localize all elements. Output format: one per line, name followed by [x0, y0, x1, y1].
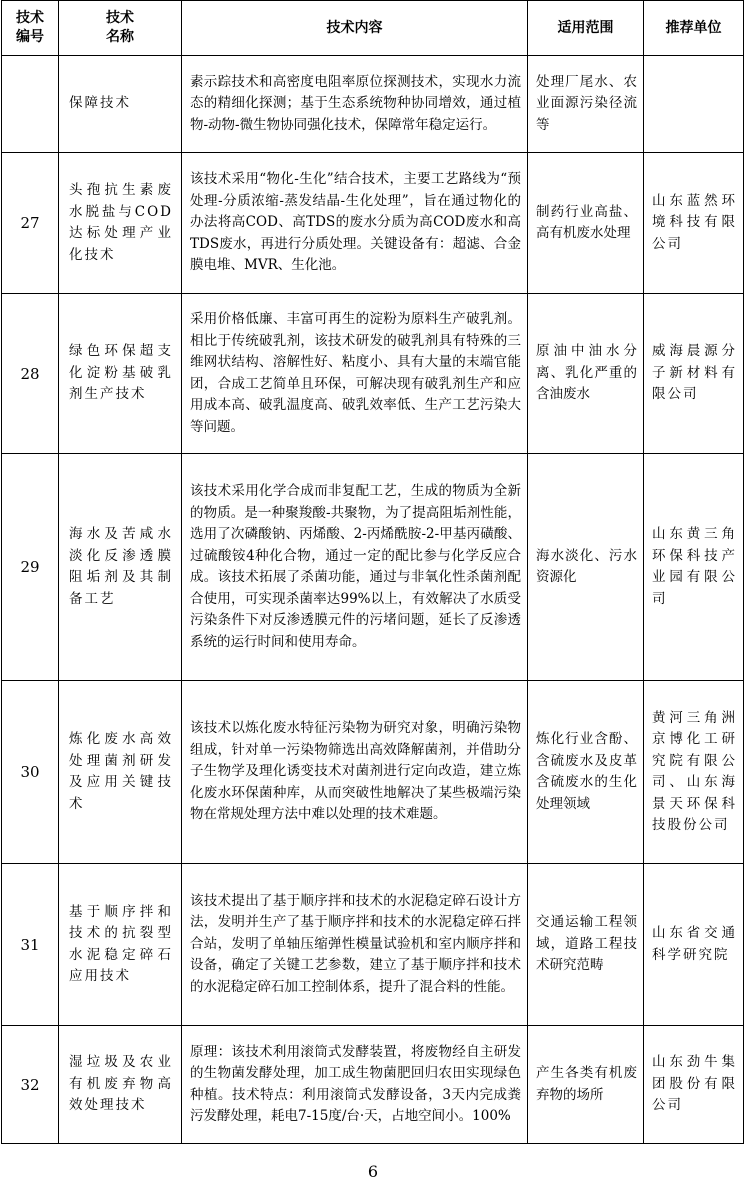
row-number: 28 [2, 294, 59, 454]
row-number: 29 [2, 454, 59, 681]
header-scope: 适用范围 [528, 1, 644, 56]
row-unit: 山东蓝然环境科技有限公司 [644, 153, 744, 294]
row-number: 27 [2, 153, 59, 294]
row-name: 海水及苦咸水淡化反渗透膜阻垢剂及其制备工艺 [59, 454, 182, 681]
header-number-line2: 编号 [16, 29, 44, 45]
technology-table [1, 0, 744, 1144]
row-content: 该技术提出了基于顺序拌和技术的水泥稳定碎石设计方法，发明并生产了基于顺序拌和技术的水泥稳定碎石拌合站，发明了单轴压缩弹性模量试验机和室内顺序拌和设备，确定了关键工艺参数，建立了基于顺序拌和技术的水泥稳定碎石加工控制体系，提升了混合料的性能。 [182, 864, 528, 1026]
row-unit: 山东省交通科学研究院 [644, 864, 744, 1026]
row-scope: 处理厂尾水、农业面源污染径流等 [528, 56, 644, 153]
row-scope: 炼化行业含酚、含硫废水及皮革含硫废水的生化处理领域 [528, 681, 644, 864]
row-content: 原理：该技术利用滚筒式发酵装置，将废物经自主研发的生物菌发酵处理，加工成生物菌肥回归农田实现绿色种植。技术特点：利用滚筒式发酵设备，3天内完成粪污发酵处理，耗电7-15度/台·天，占地空间小。100% [182, 1026, 528, 1144]
header-name-line2: 名称 [106, 29, 134, 45]
row-content: 该技术采用“物化-生化”结合技术，主要工艺路线为“预处理-分质浓缩-蒸发结晶-生化处理”，旨在通过物化的办法将高COD、高TDS的废水分质为高COD废水和高TDS废水，再进行分质处理。关键设备有：超滤、合金膜电堆、MVR、生化池。 [182, 153, 528, 294]
table-row [2, 864, 744, 1026]
header-unit: 推荐单位 [644, 1, 744, 56]
table-row [2, 153, 744, 294]
row-name: 保障技术 [59, 56, 182, 153]
row-scope: 交通运输工程领域，道路工程技术研究范畴 [528, 864, 644, 1026]
table-row [2, 1026, 744, 1144]
row-number [2, 56, 59, 153]
header-number [2, 1, 59, 56]
page-number: 6 [367, 1162, 379, 1181]
row-scope: 海水淡化、污水资源化 [528, 454, 644, 681]
row-name: 基于顺序拌和技术的抗裂型水泥稳定碎石应用技术 [59, 864, 182, 1026]
row-name: 炼化废水高效处理菌剂研发及应用关键技术 [59, 681, 182, 864]
row-name: 湿垃圾及农业有机废弃物高效处理技术 [59, 1026, 182, 1144]
row-content: 该技术以炼化废水特征污染物为研究对象，明确污染物组成，针对单一污染物筛选出高效降解菌剂，并借助分子生物学及理化诱变技术对菌剂进行定向改造，建立炼化废水环保菌种库，从而突破性地解决了某些极端污染物在常规处理方法中难以处理的技术难题。 [182, 681, 528, 864]
row-number: 30 [2, 681, 59, 864]
table-row [2, 681, 744, 864]
row-name: 头孢抗生素废水脱盐与COD达标处理产业化技术 [59, 153, 182, 294]
row-unit: 山东黄三角环保科技产业园有限公司 [644, 454, 744, 681]
row-name: 绿色环保超支化淀粉基破乳剂生产技术 [59, 294, 182, 454]
row-number: 32 [2, 1026, 59, 1144]
table-row [2, 454, 744, 681]
header-content: 技术内容 [182, 1, 528, 56]
row-number: 31 [2, 864, 59, 1026]
row-scope: 制药行业高盐、高有机废水处理 [528, 153, 644, 294]
header-number-line1: 技术 [16, 10, 44, 26]
table-row [2, 56, 744, 153]
header-name-line1: 技术 [106, 10, 134, 26]
row-unit [644, 56, 744, 153]
row-unit: 威海晨源分子新材料有限公司 [644, 294, 744, 454]
row-unit: 黄河三角洲京博化工研究院有限公司、山东海景天环保科技股份公司 [644, 681, 744, 864]
row-scope: 产生各类有机废弃物的场所 [528, 1026, 644, 1144]
row-unit: 山东劲牛集团股份有限公司 [644, 1026, 744, 1144]
table-row [2, 294, 744, 454]
header-row [2, 1, 744, 56]
row-scope: 原油中油水分离、乳化严重的含油废水 [528, 294, 644, 454]
row-content: 采用价格低廉、丰富可再生的淀粉为原料生产破乳剂。相比于传统破乳剂，该技术研发的破乳剂具有特殊的三维网状结构、溶解性好、粘度小、具有大量的末端官能团，合成工艺简单且环保，可解决现有破乳剂生产和应用成本高、破乳温度高、破乳效率低、生产工艺污染大等问题。 [182, 294, 528, 454]
row-content: 该技术采用化学合成而非复配工艺，生成的物质为全新的物质。是一种聚羧酸-共聚物，为了提高阻垢剂性能，选用了次磷酸钠、丙烯酸、2-丙烯酰胺-2-甲基丙磺酸、过硫酸铵4种化合物，通过一定的配比参与化学反应合成。该技术拓展了杀菌功能，通过与非氧化性杀菌剂配合使用，可实现杀菌率达99%以上，有效解决了水质受污染条件下对反渗透膜元件的污堵问题，延长了反渗透系统的运行时间和使用寿命。 [182, 454, 528, 681]
row-content: 素示踪技术和高密度电阻率原位探测技术，实现水力流态的精细化探测；基于生态系统物种协同增效，通过植物-动物-微生物协同强化技术，保障常年稳定运行。 [182, 56, 528, 153]
header-name [59, 1, 182, 56]
